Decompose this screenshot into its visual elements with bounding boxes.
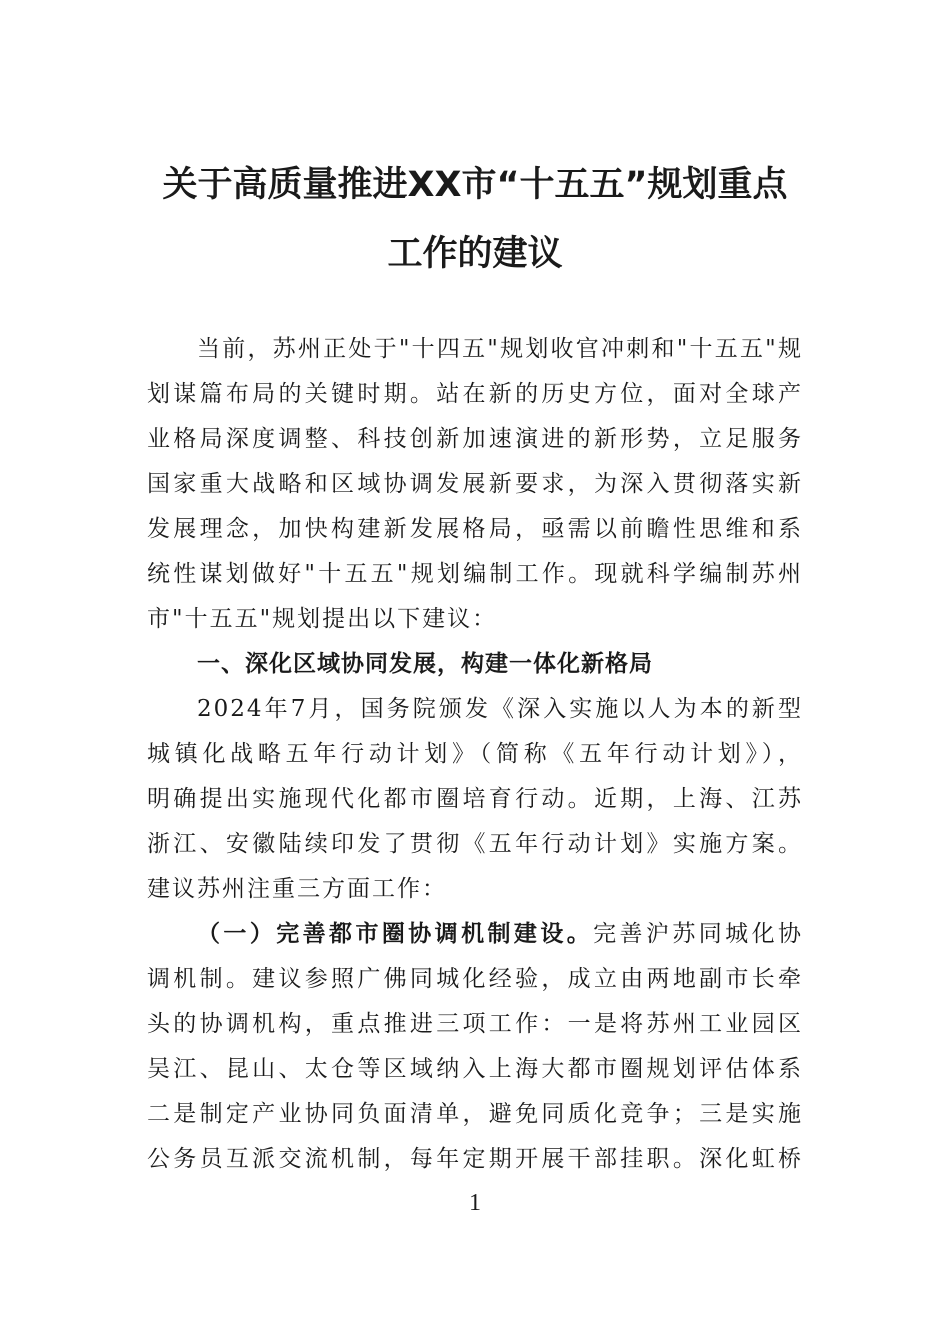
page-number: 1 [469, 1190, 481, 1216]
section-heading: 一、深化区域协同发展，构建一体化新格局 [197, 651, 653, 677]
section-line: 城镇化战略五年行动计划》（简称《五年行动计划》）， [147, 741, 803, 767]
section-line: 建议苏州注重三方面工作： [147, 876, 447, 902]
section-line: 2024年7月，国务院颁发《深入实施以人为本的新型 [197, 696, 803, 722]
intro-line: 业格局深度调整、科技创新加速演进的新形势，立足服务 [147, 426, 803, 452]
subsection-line: 吴江、昆山、太仓等区域纳入上海大都市圈规划评估体系 [147, 1056, 803, 1082]
subsection-text: 完善沪苏同城化协 [593, 921, 804, 947]
subsection-heading: （一）完善都市圈协调机制建设。 [197, 920, 594, 947]
section-line: 明确提出实施现代化都市圈培育行动。近期，上海、江苏 [147, 786, 803, 812]
intro-line: 划谋篇布局的关键时期。站在新的历史方位，面对全球产 [147, 381, 803, 407]
subsection-line: 公务员互派交流机制，每年定期开展干部挂职。深化虹桥 [147, 1146, 803, 1172]
document-title-line-1: 关于高质量推进XX市“十五五”规划重点 [162, 165, 788, 205]
intro-line: 市"十五五"规划提出以下建议： [147, 606, 498, 632]
intro-line: 统性谋划做好"十五五"规划编制工作。现就科学编制苏州 [147, 561, 803, 587]
intro-line: 发展理念，加快构建新发展格局，亟需以前瞻性思维和系 [147, 516, 803, 542]
intro-line: 国家重大战略和区域协调发展新要求，为深入贯彻落实新 [147, 471, 803, 497]
section-line: 浙江、安徽陆续印发了贯彻《五年行动计划》实施方案。 [147, 831, 803, 857]
subsection-line: 二是制定产业协同负面清单，避免同质化竞争；三是实施 [147, 1101, 803, 1127]
subsection-line: 调机制。建议参照广佛同城化经验，成立由两地副市长牵 [147, 966, 803, 992]
intro-line: 当前，苏州正处于"十四五"规划收官冲刺和"十五五"规 [197, 336, 803, 362]
document-title-line-2: 工作的建议 [387, 234, 563, 274]
subsection-line: 头的协调机构，重点推进三项工作：一是将苏州工业园区 [147, 1011, 803, 1037]
subsection-first-line [197, 919, 803, 949]
